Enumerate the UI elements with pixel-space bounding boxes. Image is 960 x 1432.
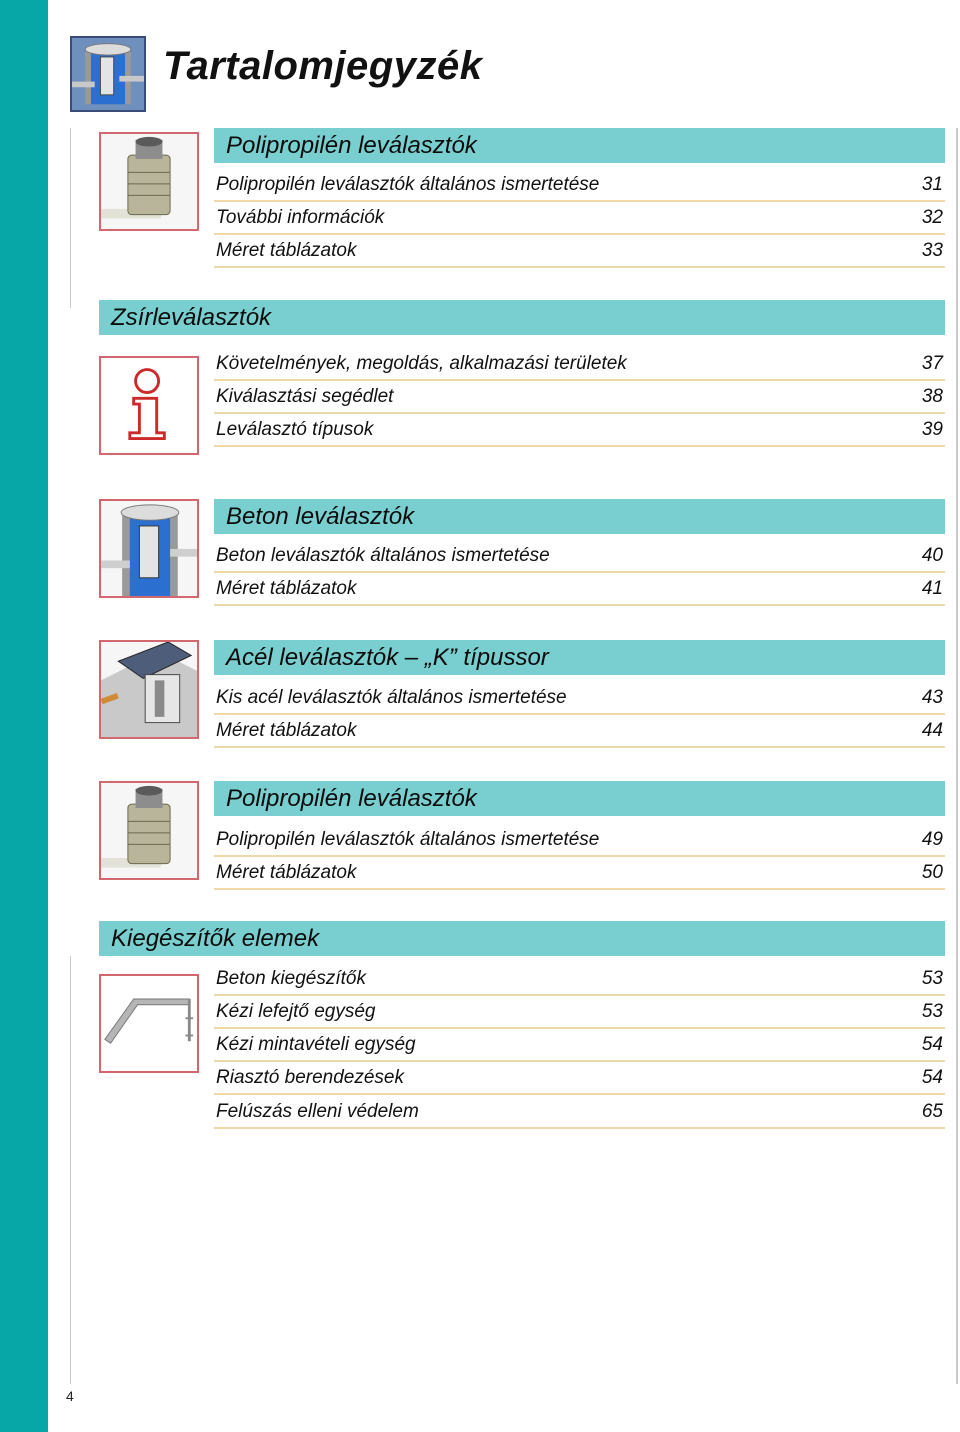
section-title: Polipropilén leválasztók [214,781,945,816]
section-title: Kiegészítők elemek [99,921,945,956]
left-margin-rule-bottom [70,956,71,1384]
toc-entry-label: További információk [216,207,385,228]
toc-entry-page: 33 [921,240,943,261]
toc-entry[interactable] [214,573,945,606]
toc-entry[interactable] [214,682,945,715]
toc-entry[interactable] [214,414,945,447]
toc-entry[interactable] [214,857,945,890]
toc-entry[interactable] [214,824,945,857]
toc-entry-label: Felúszás elleni védelem [216,1101,419,1122]
toc-entry-label: Kis acél leválasztók általános ismertetése [216,687,567,708]
toc-entry-page: 65 [921,1101,943,1122]
steel-separator-icon [99,640,199,739]
toc-entry[interactable] [214,169,945,202]
toc-entry[interactable] [214,1029,945,1062]
toc-entry[interactable] [214,381,945,414]
toc-entry[interactable] [214,540,945,573]
toc-entry-page: 53 [921,1001,943,1022]
section-title: Polipropilén leválasztók [214,128,945,163]
polypropylene-tank-icon [99,132,199,231]
toc-entry-page: 38 [921,386,943,407]
toc-entry[interactable] [214,202,945,235]
page-title: Tartalomjegyzék [163,44,483,88]
frame-accessory-icon [99,974,199,1073]
toc-entry-page: 49 [921,829,943,850]
toc-entry-label: Polipropilén leválasztók általános ismertetése [216,174,600,195]
toc-entry-page: 31 [921,174,943,195]
toc-entry-label: Méret táblázatok [216,578,357,599]
toc-entry-page: 32 [921,207,943,228]
toc-entry-page: 39 [921,419,943,440]
toc-entry-page: 44 [921,720,943,741]
toc-entry-page: 50 [921,862,943,883]
toc-entry[interactable] [214,348,945,381]
toc-entry[interactable] [214,235,945,268]
toc-entry-label: Beton leválasztók általános ismertetése [216,545,550,566]
page-number: 4 [66,1388,74,1404]
section-title: Beton leválasztók [214,499,945,534]
concrete-separator-cutaway-icon [70,36,146,112]
left-margin-rule-top [70,128,71,308]
toc-entry-page: 54 [921,1067,943,1088]
toc-entry[interactable] [214,996,945,1029]
toc-entry-label: Leválasztó típusok [216,419,374,440]
toc-entry-page: 43 [921,687,943,708]
toc-entry-label: Polipropilén leválasztók általános ismertetése [216,829,600,850]
section-title: Acél leválasztók – „K” típussor [214,640,945,675]
toc-entry-label: Beton kiegészítők [216,968,366,989]
toc-entry[interactable] [214,1096,945,1129]
toc-entry-label: Követelmények, megoldás, alkalmazási területek [216,353,627,374]
info-icon [99,356,199,455]
concrete-separator-cutaway-icon [99,499,199,598]
toc-entry[interactable] [214,1062,945,1095]
toc-entry-page: 37 [921,353,943,374]
toc-entry-label: Méret táblázatok [216,862,357,883]
toc-entry-page: 41 [921,578,943,599]
toc-entry-label: Méret táblázatok [216,240,357,261]
toc-entry[interactable] [214,963,945,996]
toc-entry-page: 54 [921,1034,943,1055]
toc-entry-label: Kiválasztási segédlet [216,386,394,407]
polypropylene-tank-icon [99,781,199,880]
toc-entry-label: Kézi mintavételi egység [216,1034,416,1055]
toc-entry-label: Kézi lefejtő egység [216,1001,376,1022]
toc-entry-label: Riasztó berendezések [216,1067,404,1088]
toc-entry-page: 40 [921,545,943,566]
section-title: Zsírleválasztók [99,300,945,335]
toc-entry-label: Méret táblázatok [216,720,357,741]
left-color-stripe [0,0,48,1432]
right-margin-rule [956,128,958,1384]
toc-entry[interactable] [214,715,945,748]
toc-entry-page: 53 [921,968,943,989]
